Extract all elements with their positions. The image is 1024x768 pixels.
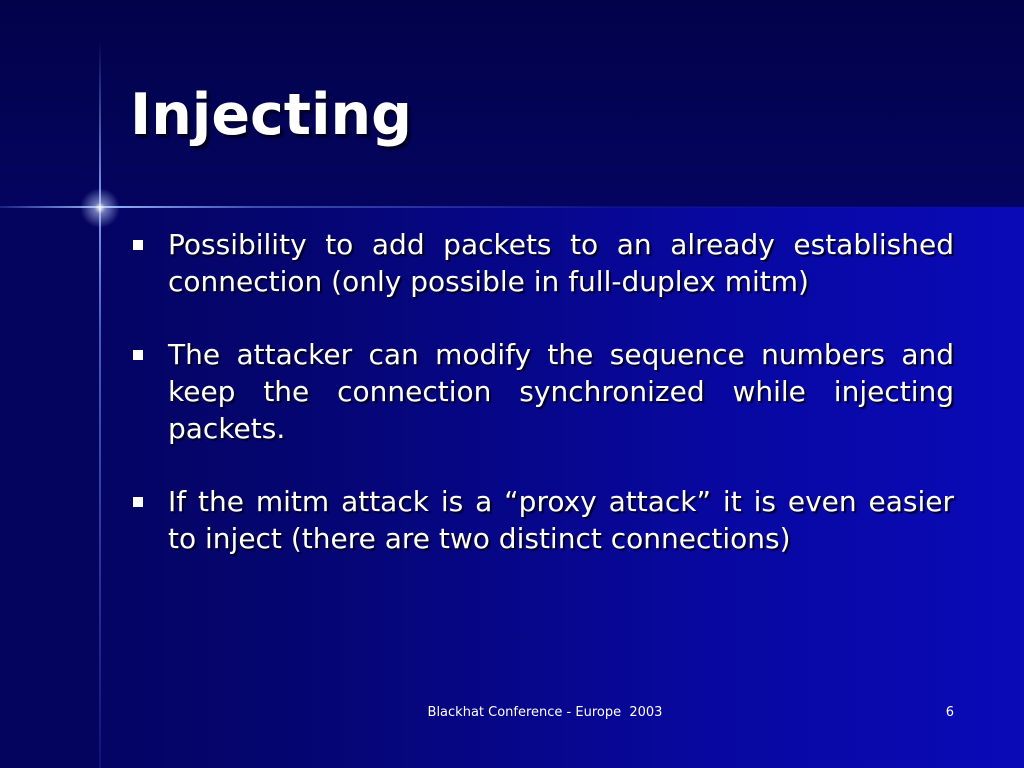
left-band — [0, 207, 100, 768]
bullet-text: The attacker can modify the sequence numbers and keep the connection synchronized while injecting packets. — [168, 338, 954, 445]
vertical-accent-line — [99, 40, 101, 768]
footer-text: Blackhat Conference - Europe 2003 — [427, 705, 663, 720]
slide-title: Injecting — [130, 82, 412, 148]
square-bullet-icon — [133, 240, 143, 250]
bullet-text: If the mitm attack is a “proxy attack” it is even easier to inject (there are two distinct connections) — [168, 485, 954, 555]
bullet-item — [130, 336, 954, 447]
square-bullet-icon — [133, 350, 143, 360]
sparkle-star-icon — [80, 188, 120, 228]
square-bullet-icon — [133, 497, 143, 507]
horizontal-accent-line — [0, 206, 1024, 208]
bullet-text: Possibility to add packets to an already established connection (only possible in full-duplex mitm) — [168, 228, 954, 298]
bullet-item — [130, 226, 954, 300]
bullet-list — [130, 226, 954, 593]
bullet-item — [130, 483, 954, 557]
page-number: 6 — [945, 705, 954, 720]
